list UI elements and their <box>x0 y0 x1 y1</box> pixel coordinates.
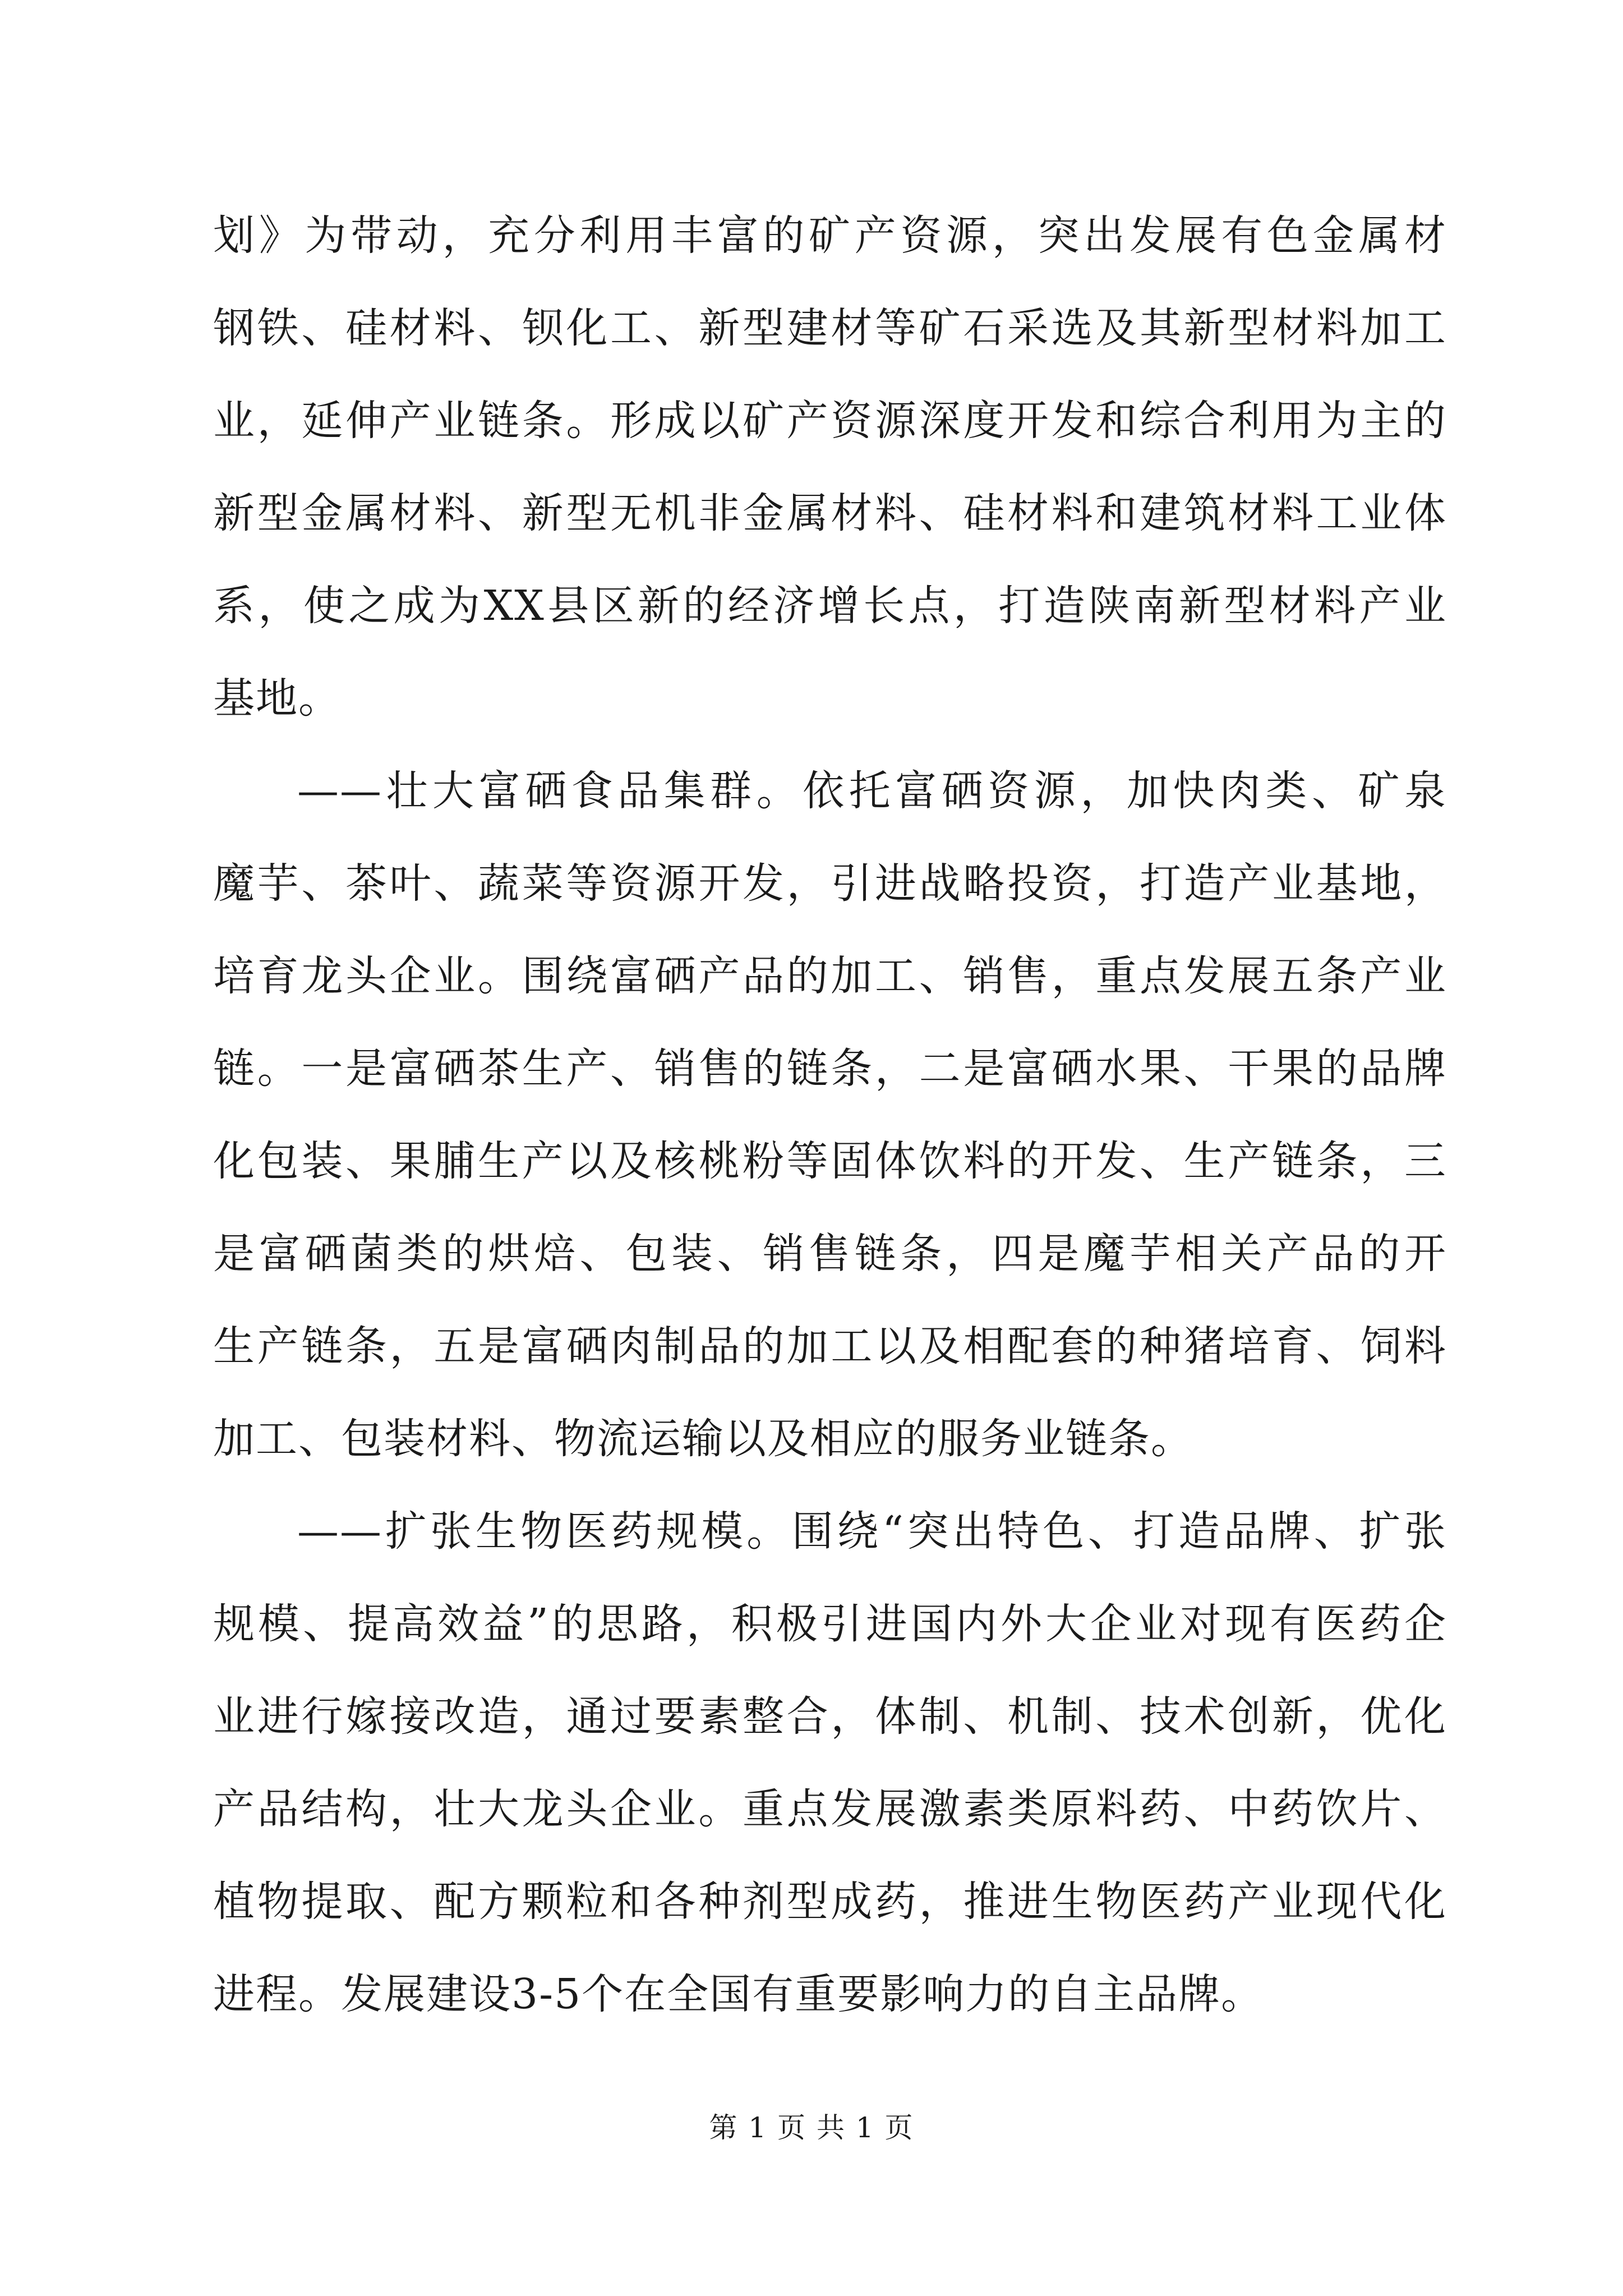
page-footer: 第 1 页 共 1 页 <box>709 2111 914 2144</box>
text-line-9: 培育龙头企业。围绕富硒产品的加工、销售，重点发展五条产业 <box>213 952 1447 1000</box>
text-line-19: 植物提取、配方颗粒和各种剂型成药，推进生物医药产业现代化 <box>213 1878 1447 1926</box>
text-line-10: 链。一是富硒茶生产、销售的链条，二是富硒水果、干果的品牌 <box>213 1045 1447 1093</box>
text-line-2: 钢铁、硅材料、钡化工、新型建材等矿石采选及其新型材料加工 <box>213 304 1447 352</box>
text-line-7: ——壮大富硒食品集群。依托富硒资源，加快肉类、矿泉 <box>297 767 1447 815</box>
text-line-18: 产品结构，壮大龙头企业。重点发展激素类原料药、中药饮片、 <box>213 1785 1447 1833</box>
text-line-14: 加工、包装材料、物流运输以及相应的服务业链条。 <box>213 1415 1193 1463</box>
text-line-11: 化包装、果脯生产以及核桃粉等固体饮料的开发、生产链条，三 <box>213 1137 1447 1185</box>
text-line-1: 划》为带动，充分利用丰富的矿产资源，突出发展有色金属材 <box>213 211 1447 260</box>
text-line-6: 基地。 <box>213 674 341 723</box>
text-line-12: 是富硒菌类的烘焙、包装、销售链条，四是魔芋相关产品的开 <box>213 1230 1447 1278</box>
text-line-8: 魔芋、茶叶、蔬菜等资源开发，引进战略投资，打造产业基地， <box>213 859 1447 908</box>
text-line-5: 系，使之成为XX县区新的经济增长点，打造陕南新型材料产业 <box>213 582 1447 630</box>
text-line-3: 业，延伸产业链条。形成以矿产资源深度开发和综合利用为主的 <box>213 397 1447 445</box>
text-line-13: 生产链条，五是富硒肉制品的加工以及相配套的种猪培育、饲料 <box>213 1322 1447 1370</box>
text-line-17: 业进行嫁接改造，通过要素整合，体制、机制、技术创新，优化 <box>213 1692 1447 1741</box>
text-line-15: ——扩张生物医药规模。围绕“突出特色、打造品牌、扩张 <box>297 1507 1447 1556</box>
text-line-4: 新型金属材料、新型无机非金属材料、硅材料和建筑材料工业体 <box>213 489 1447 537</box>
text-line-20: 进程。发展建设3-5个在全国有重要影响力的自主品牌。 <box>213 1970 1264 2018</box>
text-line-16: 规模、提高效益”的思路，积极引进国内外大企业对现有医药企 <box>213 1600 1447 1648</box>
